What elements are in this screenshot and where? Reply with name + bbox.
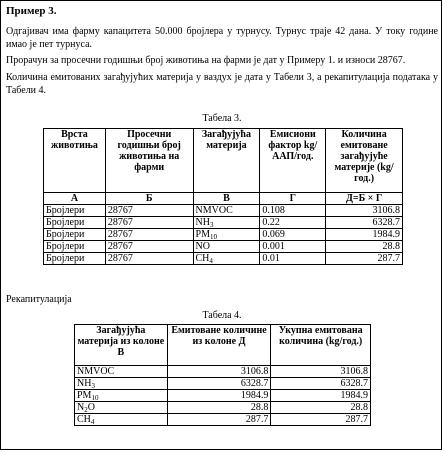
table-row (44, 253, 403, 265)
table-row (75, 366, 371, 378)
amount-cell: 28.8 (326, 241, 403, 253)
pollutant-formula: NH (77, 378, 92, 389)
animal-cell: Бројлери (44, 253, 106, 265)
t3-letter-a: А (44, 193, 106, 205)
t3-letter-g: Г (260, 193, 326, 205)
factor-cell: 0.069 (260, 229, 326, 241)
amount-cell: 287.7 (326, 253, 403, 265)
t4-header-pollutant: Загађујућа материја из колоне В (75, 325, 168, 366)
t3-letter-d: Д=Б × Г (326, 193, 403, 205)
animal-cell: Бројлери (44, 217, 106, 229)
pollutant-formula: N (77, 402, 85, 413)
pollutant-cell (75, 414, 168, 426)
example-title: Пример 3. (6, 5, 57, 17)
total-cell: 1984.9 (271, 390, 371, 402)
pollutant-cell (193, 229, 260, 241)
recap-heading: Рекапитулација (6, 294, 72, 305)
animal-cell: Бројлери (44, 241, 106, 253)
paragraph-emissions-intro: Количина емитованих загађујућих материја у ваздух је дата у Табели 3, а рекапитулација података у Табели 4. (6, 72, 438, 96)
t3-header-count: Просечни годишњи број животиња на фарми (105, 129, 193, 193)
pollutant-subscript: 4 (209, 257, 213, 265)
amount-cell: 6328.7 (326, 217, 403, 229)
factor-cell: 0.001 (260, 241, 326, 253)
pollutant-subscript: 10 (209, 233, 217, 241)
paragraph-farm-capacity: Одгајивач има фарму капацитета 50.000 бројлера у турнусу. Турнус траје 42 дана. У току године имао је пет турнуса. (6, 26, 438, 50)
pollutant-cell (193, 205, 260, 217)
total-cell: 287.7 (271, 414, 371, 426)
paragraph-average-count: Прорачун за просечни годишњи број животиња на фарми је дат у Примеру 1. и износи 28767. (6, 55, 406, 66)
t3-letter-v: В (193, 193, 260, 205)
t4-header-total: Укупна емитована количина (kg/год.) (271, 325, 371, 366)
factor-cell: 0.01 (260, 253, 326, 265)
pollutant-subscript: 10 (91, 394, 99, 402)
amount-cell: 1984.9 (326, 229, 403, 241)
total-cell: 28.8 (271, 402, 371, 414)
table-row (44, 205, 403, 217)
table3-caption: Табела 3. (202, 113, 242, 124)
table-row (75, 378, 371, 390)
emitted-cell: 3106.8 (167, 366, 271, 378)
pollutant-cell (75, 390, 168, 402)
pollutant-formula: NMVOC (77, 366, 115, 377)
count-cell: 28767 (105, 253, 193, 265)
amount-cell: 3106.8 (326, 205, 403, 217)
emitted-cell: 1984.9 (167, 390, 271, 402)
pollutant-subscript: 3 (209, 221, 214, 229)
table-row (44, 229, 403, 241)
count-cell: 28767 (105, 217, 193, 229)
emitted-cell: 28.8 (167, 402, 271, 414)
count-cell: 28767 (105, 229, 193, 241)
pollutant-formula: PM (195, 229, 210, 240)
pollutant-cell (193, 241, 260, 253)
table-row (75, 414, 371, 426)
pollutant-formula: NO (195, 241, 210, 252)
table-row (44, 217, 403, 229)
pollutant-subscript: 4 (90, 418, 95, 426)
table-row (75, 390, 371, 402)
factor-cell: 0.108 (260, 205, 326, 217)
animal-cell: Бројлери (44, 229, 106, 241)
pollutant-subscript: 3 (91, 382, 95, 390)
pollutant-formula: NH (195, 217, 210, 228)
pollutant-cell (193, 253, 260, 265)
pollutant-cell (75, 402, 168, 414)
table-row (75, 402, 371, 414)
pollutant-formula: CH (77, 414, 91, 425)
table4-caption: Табела 4. (202, 310, 242, 321)
count-cell: 28767 (105, 205, 193, 217)
t3-header-amount: Количина емитоване загађујуће материје (kg/год.) (326, 129, 403, 193)
pollutant-suffix: O (87, 402, 95, 413)
t3-header-pollutant: Загађујућа материја (193, 129, 260, 193)
pollutant-formula: CH (195, 253, 210, 264)
emitted-cell: 6328.7 (167, 378, 271, 390)
table-3 (43, 128, 403, 265)
pollutant-formula: PM (77, 390, 92, 401)
t3-letter-b: Б (105, 193, 193, 205)
factor-cell: 0.22 (260, 217, 326, 229)
t3-header-factor: Емисиони фактор kg/ААП/год. (260, 129, 326, 193)
table-4 (74, 324, 371, 426)
table-row (44, 241, 403, 253)
table3-body (44, 205, 403, 265)
pollutant-cell (75, 378, 168, 390)
pollutant-subscript: 2 (84, 406, 88, 414)
total-cell: 3106.8 (271, 366, 371, 378)
t4-header-emitted: Емитоване количине из колоне Д (167, 325, 271, 366)
pollutant-cell (193, 217, 260, 229)
count-cell: 28767 (105, 241, 193, 253)
table4-body (75, 366, 371, 426)
pollutant-cell (75, 366, 168, 378)
t3-header-animal: Врста животиња (44, 129, 106, 193)
total-cell: 6328.7 (271, 378, 371, 390)
emitted-cell: 287.7 (167, 414, 271, 426)
animal-cell: Бројлери (44, 205, 106, 217)
pollutant-formula: NMVOC (195, 205, 233, 216)
